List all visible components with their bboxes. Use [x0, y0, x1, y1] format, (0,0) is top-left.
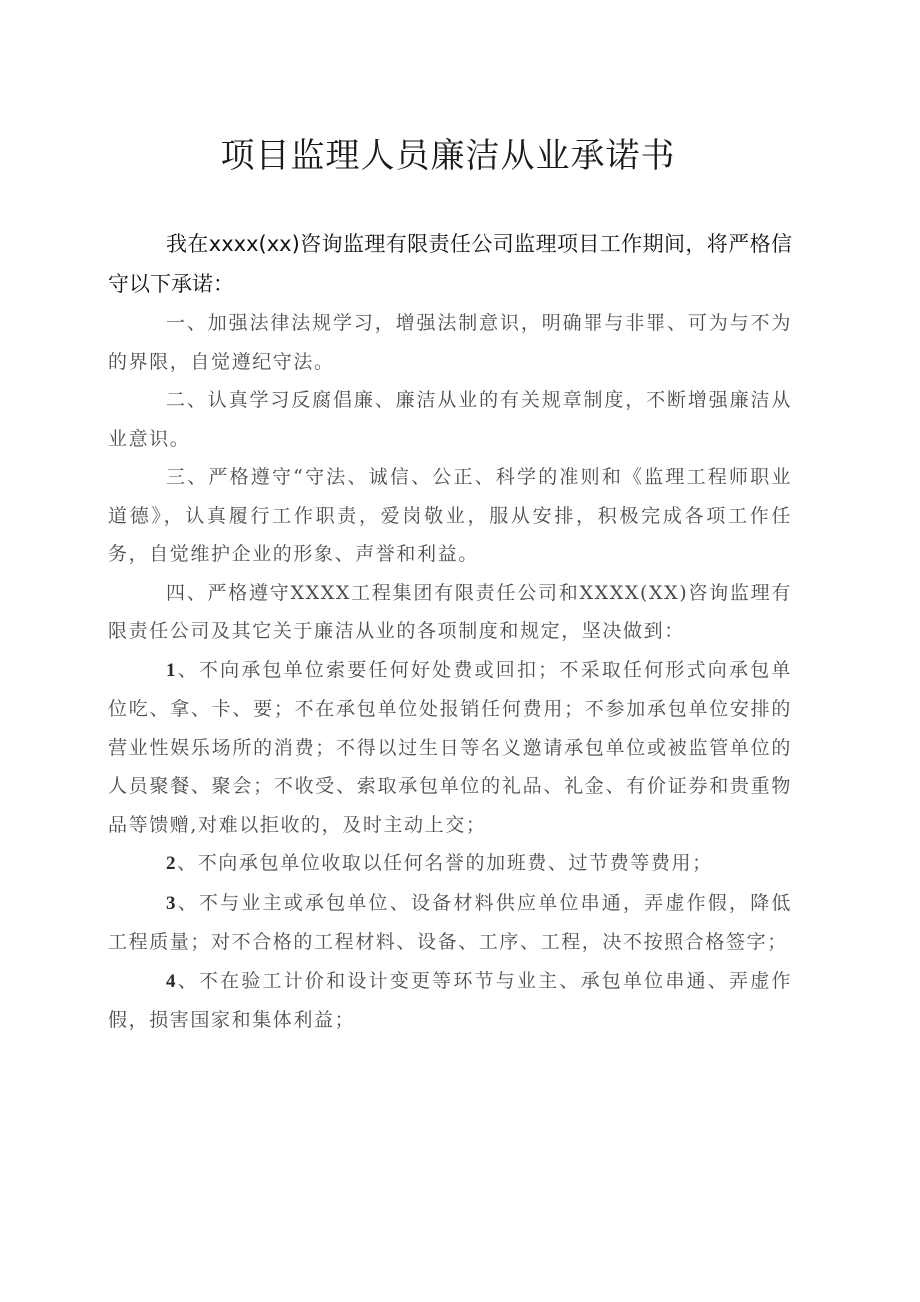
page-title: 项目监理人员廉洁从业承诺书 — [220, 136, 676, 176]
intro-paragraph: 我在xxxx(xx)咨询监理有限责任公司监理项目工作期间，将严格信守以下承诺： — [108, 232, 792, 296]
commitment-item-3 — [108, 884, 792, 962]
item-number: 2 — [166, 853, 178, 874]
item-number: 3 — [166, 892, 178, 914]
clause-paragraph-4: 四、严格遵守XXXX工程集团有限责任公司和XXXX(XX)咨询监理有限责任公司及其它关于廉洁从业的各项制度和规定，坚决做到： — [108, 581, 792, 642]
item-text: 、不向承包单位索要任何好处费或回扣；不采取任何形式向承包单位吃、拿、卡、要；不在承包单位处报销任何费用；不参加承包单位安排的营业性娱乐场所的消费；不得以过生日等名义邀请承包单位或被监管单位的人员聚餐、聚会；不收受、索取承包单位的礼品、礼金、有价证券和贵重物品等馈赠,对难以拒收的，及时主动上交； — [108, 658, 792, 836]
commitment-item-1 — [108, 651, 792, 845]
clause-paragraph-1: 一、加强法律法规学习，增强法制意识，明确罪与非罪、可为与不为的界限，自觉遵纪守法。 — [108, 312, 792, 373]
commitment-clauses — [108, 304, 792, 1040]
clause-paragraph-3: 三、严格遵守“守法、诚信、公正、科学的准则和《监理工程师职业道德》，认真履行工作职责，爱岗敬业，服从安排，积极完成各项工作任务，自觉维护企业的形象、声誉和利益。 — [108, 466, 792, 565]
item-number: 1 — [166, 659, 178, 681]
commitment-item-4 — [108, 962, 792, 1040]
commitment-item-2 — [108, 844, 792, 884]
item-text: 、不向承包单位收取以任何名誉的加班费、过节费等费用； — [177, 852, 713, 874]
item-number: 4 — [166, 970, 178, 992]
clause-paragraph-2: 二、认真学习反腐倡廉、廉洁从业的有关规章制度，不断增强廉洁从业意识。 — [108, 389, 792, 450]
item-text: 、不在验工计价和设计变更等环节与业主、承包单位串通、弄虚作假，损害国家和集体利益； — [108, 969, 792, 1031]
item-text: 、不与业主或承包单位、设备材料供应单位串通，弄虚作假，降低工程质量；对不合格的工程材料、设备、工序、工程，决不按照合格签字； — [108, 891, 792, 953]
